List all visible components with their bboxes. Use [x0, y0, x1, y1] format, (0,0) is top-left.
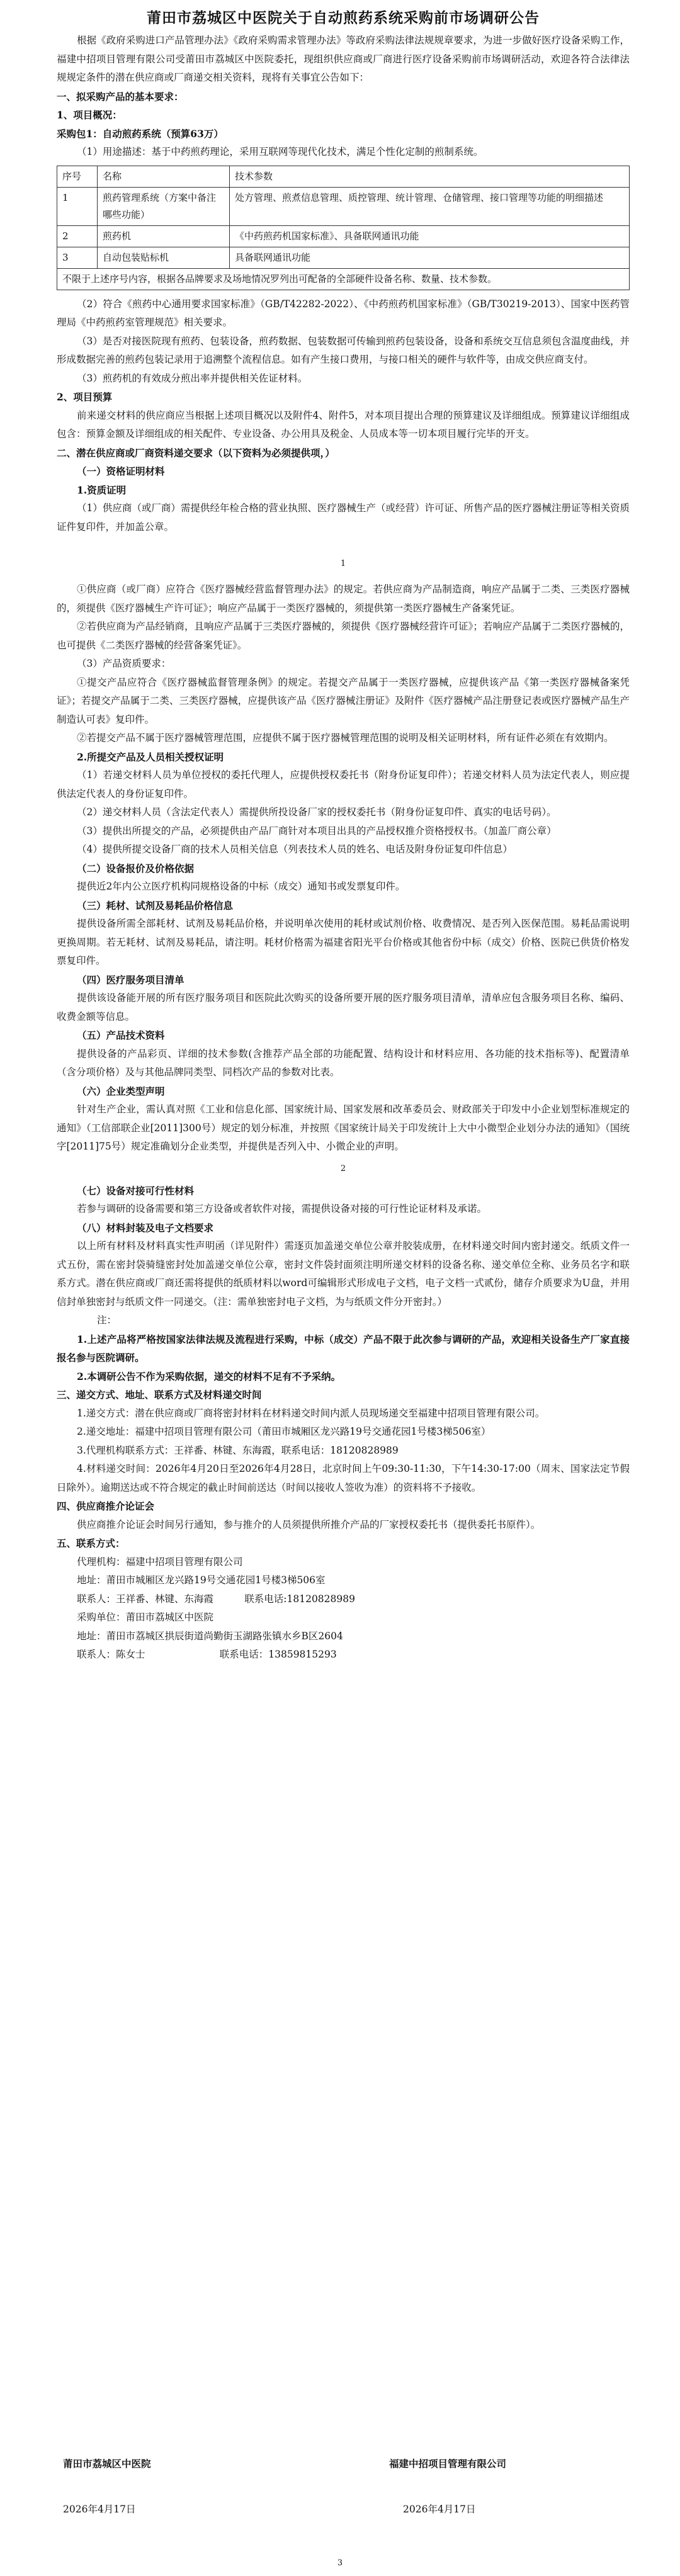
table-header-row — [57, 166, 630, 187]
table-cell: 处方管理、煎煮信息管理、质控管理、统计管理、仓储管理、接口管理等功能的明细描述 — [230, 187, 630, 225]
date-agency: 2026年4月17日 — [403, 2504, 476, 2515]
note-item: 1.上述产品将严格按国家法律法规及流程进行采购，中标（成交）产品不限于此次参与调研的产品，欢迎相关设备生产厂家直接报名参与医院调研。 — [57, 1333, 630, 1364]
paragraph: （3）提供出所提交的产品，必须提供由产品厂商针对本项目出具的产品授权推介资格授权书。（加盖厂商公章） — [77, 825, 557, 837]
subsection-heading: （一）资格证明材料 — [77, 465, 165, 477]
paragraph: （3）产品资质要求： — [77, 658, 171, 669]
paragraph: ②若供应商为产品经销商，且响应产品属于三类医疗器械的，须提供《医疗器械经营许可证》；若响应产品属于二类医疗器械的，也可提供《二类医疗器械的经营备案凭证》。 — [57, 621, 630, 651]
section-heading-2: 二、潜在供应商或厂商资料递交要求（以下资料为必须提供项，） — [57, 446, 335, 459]
contact-line: 联系人：陈女士 联系电话：13859815293 — [77, 1649, 337, 1660]
table-cell: 自动包装贴标机 — [98, 247, 230, 268]
contact-line: 联系人：王祥番、林键、东海霞 联系电话:18120828989 — [77, 1593, 355, 1605]
subsection-heading: 2、项目预算 — [57, 391, 113, 403]
date-purchaser: 2026年4月17日 — [63, 2504, 136, 2515]
paragraph: 4.材料递交时间：2026年4月20日至2026年4月28日，北京时间上午09:30-11:30，下午14:30-17:00（周末、国家法定节假日除外）。逾期送达或不符合规定的截止时间前送达（时间以接收人签收为准）的资料将不予接收。 — [57, 1463, 630, 1493]
subsection-heading: 1.资质证明 — [77, 483, 127, 496]
signature-agency: 福建中招项目管理有限公司 — [389, 2458, 507, 2470]
paragraph: （1）供应商（或厂商）需提供经年检合格的营业执照、医疗器械生产（或经营）许可证、所售产品的医疗器械注册证等相关资质证件复印件，并加盖公章。 — [57, 502, 630, 533]
subsection-heading: （二）设备报价及价格依据 — [77, 862, 195, 874]
paragraph: （1）若递交材料人员为单位授权的委托代理人，应提供授权委托书（附身份证复印件）；若递交材料人员为法定代表人，则应提供法定代表人的身份证复印件。 — [57, 769, 630, 799]
table-note-row — [57, 268, 630, 290]
paragraph: 3.代理机构联系方式：王祥番、林键、东海霞，联系电话：18120828989 — [77, 1444, 399, 1456]
package-label: 采购包1：自动煎药系统（预算63万） — [57, 127, 224, 140]
subsection-heading: （三）耗材、试剂及易耗品价格信息 — [77, 899, 234, 912]
paragraph: ①提交产品应符合《医疗器械监督管理条例》的规定。若提交产品属于一类医疗器械，应提供该产品《第一类医疗器械备案凭证》；若提交产品属于二类、三类医疗器械，应提供该产品《医疗器械注册证》及附件《医疗器械产品注册登记表或医疗器械产品生产制造认可表》复印件。 — [57, 676, 630, 725]
page-number: 3 — [337, 2558, 343, 2568]
paragraph: 提供该设备能开展的所有医疗服务项目和医院此次购买的设备所要开展的医疗服务项目清单，清单应包含服务项目名称、编码、收费金额等信息。 — [57, 992, 630, 1022]
table-cell: 2 — [57, 225, 98, 247]
table-cell: 《中药煎药机国家标准》、具备联网通讯功能 — [230, 225, 630, 247]
table-header-cell: 序号 — [57, 166, 98, 187]
page-title: 莆田市荔城区中医院关于自动煎药系统采购前市场调研公告 — [147, 9, 540, 26]
paragraph: 提供设备的产品彩页、详细的技术参数(含推荐产品全部的功能配置、结构设计和材料应用、各功能的技术指标等)、配置清单（含分项价格）及与其他品牌同类型、同档次产品的参数对比表。 — [57, 1048, 630, 1078]
paragraph: ②若提交产品不属于医疗器械管理范围，应提供不属于医疗器械管理范围的说明及相关证明材料，所有证件必须在有效期内。 — [77, 732, 614, 743]
note-label: 注： — [97, 1314, 117, 1326]
subsection-heading: 1、项目概况： — [57, 109, 122, 121]
paragraph: 若参与调研的设备需要和第三方设备或者软件对接，需提供设备对接的可行性论证材料及承诺。 — [77, 1203, 487, 1214]
paragraph: （3）煎药机的有效成分煎出率并提供相关佐证材料。 — [77, 372, 308, 384]
table-cell: 1 — [57, 187, 98, 225]
table-cell: 煎药管理系统（方案中备注哪些功能） — [98, 187, 230, 225]
table-cell: 煎药机 — [98, 225, 230, 247]
section-heading-1: 一、拟采购产品的基本要求： — [57, 90, 184, 103]
paragraph: （2）递交材料人员（含法定代表人）需提供所投设备厂家的授权委托书（附身份证复印件、真实的电话号码）。 — [77, 806, 557, 818]
table-cell: 具备联网通讯功能 — [230, 247, 630, 268]
intro-paragraph: 根据《政府采购进口产品管理办法》《政府采购需求管理办法》等政府采购法律法规规章要求，为进一步做好医疗设备采购工作，福建中招项目管理有限公司受莆田市荔城区中医院委托，现组织供应商或厂商进行医疗设备采购前市场调研活动，欢迎各符合法律法规规定条件的潜在供应商或厂商递交相关资料，现将有关事宜公告如下： — [57, 35, 630, 83]
subsection-heading: 2.所提交产品及人员相关授权证明 — [77, 750, 224, 763]
paragraph: 针对生产企业，需认真对照《工业和信息化部、国家统计局、国家发展和改革委员会、财政部关于印发中小企业划型标准规定的通知》（工信部联企业[2011]300号）规定的划分标准，并按照《国家统计局关于印发统计上大中小微型企业划分办法的通知》（国统字[2011]75号）规定准确划分企业类型，并提供是否列入中、小微企业的声明。 — [57, 1104, 630, 1152]
announcement-document — [57, 0, 630, 1664]
section-heading-5: 五、联系方式： — [57, 1537, 125, 1549]
paragraph: （4）提供所提交设备厂商的技术人员相关信息（列表技术人员的姓名、电话及附身份证复印件信息） — [77, 844, 513, 855]
table-header-cell: 技术参数 — [230, 166, 630, 187]
table-row — [57, 247, 630, 268]
page-number: 2 — [340, 1163, 346, 1173]
paragraph: 提供设备所需全部耗材、试剂及易耗品价格，并说明单次使用的耗材或试剂价格、收费情况、是否列入医保范围。易耗品需说明更换周期。若无耗材、试剂及易耗品，请注明。耗材价格需为福建省阳光平台价格或其他省份中标（成交）价格、医院已供货价格发票复印件。 — [57, 918, 630, 966]
paragraph: （3）是否对接医院现有煎药、包装设备，煎药数据、包装数据可传输到煎药包装设备，设备和系统交互信息须包含温度曲线，并形成数据完善的煎药包装记录用于追溯整个流程信息。如有产生接口费用，与接口相关的硬件与软件等，由成交供应商支付。 — [57, 335, 630, 365]
signature-purchaser: 莆田市荔城区中医院 — [63, 2458, 151, 2470]
paragraph: 1.递交方式：潜在供应商或厂商将密封材料在材料递交时间内派人员现场递交至福建中招项目管理有限公司。 — [77, 1407, 545, 1419]
table-cell: 3 — [57, 247, 98, 268]
subsection-heading: （七）设备对接可行性材料 — [77, 1184, 195, 1197]
contact-line: 代理机构：福建中招项目管理有限公司 — [77, 1556, 243, 1568]
paragraph: 以上所有材料及材料真实性声明函（详见附件）需逐页加盖递交单位公章并胶装成册，在材料递交时间内密封递交。纸质文件一式五份，需在密封袋骑缝密封处加盖递交单位公章，密封文件袋封面须注明所递交材料的设备名称、递交单位全称、业务员名字和联系方式。潜在供应商或厂商还需将提供的纸质材料以word可编辑形式形成电子文档，电子文档一式贰份，储存介质要求为U盘，并用信封单独密封与纸质文件一同递交。（注：需单独密封电子文档，为与纸质文件分开密封。） — [57, 1240, 630, 1308]
paragraph: 2.递交地址：福建中招项目管理有限公司（莆田市城厢区龙兴路19号交通花园1号楼3梯506室） — [77, 1426, 491, 1437]
subsection-heading: （六）企业类型声明 — [77, 1085, 165, 1097]
paragraph: 前来递交材料的供应商应当根据上述项目概况以及附件4、附件5，对本项目提出合理的预算建议及详细组成。预算建议详细组成包含：预算金额及详细组成的相关配件、专业设备、办公用具及税金、人员成本等一切本项目履行完毕的开支。 — [57, 409, 630, 439]
section-heading-3: 三、递交方式、地址、联系方式及材料递交时间 — [57, 1389, 262, 1401]
table-note: 不限于上述序号内容，根据各品牌要求及场地情况罗列出可配备的全部硬件设备名称、数量、技术参数。 — [57, 268, 630, 290]
contact-line: 采购单位：莆田市荔城区中医院 — [77, 1612, 214, 1623]
note-item: 2.本调研公告不作为采购依据，递交的材料不足有不予采纳。 — [77, 1370, 341, 1382]
tech-spec-table — [57, 166, 630, 290]
table-row — [57, 187, 630, 225]
section-heading-4: 四、供应商推介论证会 — [57, 1500, 155, 1512]
contact-line: 地址：莆田市城厢区龙兴路19号交通花园1号楼3梯506室 — [77, 1574, 326, 1586]
table-header-cell: 名称 — [98, 166, 230, 187]
table-row — [57, 225, 630, 247]
subsection-heading: （四）医疗服务项目清单 — [77, 973, 184, 986]
paragraph: 提供近2年内公立医疗机构同规格设备的中标（成交）通知书或发票复印件。 — [77, 881, 405, 892]
paragraph: 供应商推介论证会时间另行通知，参与推介的人员须提供所推介产品的厂家授权委托书（提供委托书原件）。 — [77, 1518, 541, 1530]
contact-line: 地址：莆田市荔城区拱辰街道尚勤街玉湖路张镇水乡B区2604 — [77, 1630, 343, 1642]
paragraph: ①供应商（或厂商）应符合《医疗器械经营监督管理办法》的规定。若供应商为产品制造商，响应产品属于二类、三类医疗器械的，须提供《医疗器械生产许可证》；响应产品属于一类医疗器械的，须提供第一类医疗器械生产备案凭证。 — [57, 584, 630, 614]
paragraph: （2）符合《煎药中心通用要求国家标准》（GB/T42282-2022）、《中药煎药机国家标准》（GB/T30219-2013）、国家中医药管理局《中药煎药室管理规范》相关要求。 — [57, 298, 630, 328]
subsection-heading: （五）产品技术资料 — [77, 1029, 165, 1041]
paragraph: （1）用途描述：基于中药煎药理论，采用互联网等现代化技术，满足个性化定制的煎制系统。 — [77, 146, 484, 157]
subsection-heading: （八）材料封装及电子文档要求 — [77, 1221, 214, 1234]
page-number: 1 — [340, 559, 346, 568]
